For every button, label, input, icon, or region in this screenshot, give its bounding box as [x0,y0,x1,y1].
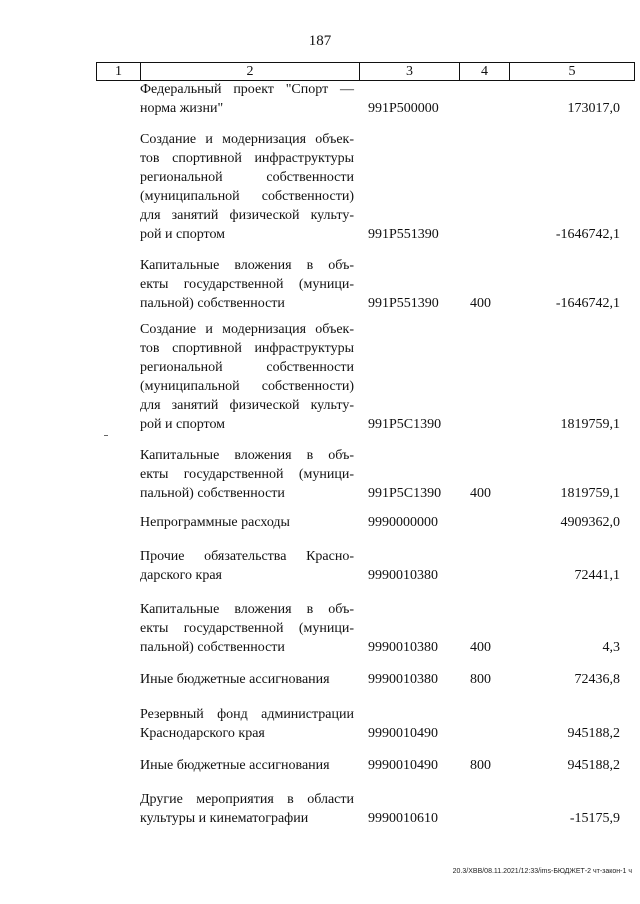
row-amount: 1819759,1 [560,417,620,432]
header-col-4: 4 [460,63,510,80]
row-name-line: рой и спортом [140,417,226,432]
row-amount: 4,3 [602,640,620,655]
row-code: 9990000000 [368,515,438,530]
row-name-line: (муниципальной собственности) [140,189,354,204]
row-name [140,320,354,434]
row-name-line: екты государственной (муници- [140,621,354,636]
row-name [140,513,354,532]
row-name-line: региональной собственности [140,360,354,375]
header-col-3: 3 [360,63,460,80]
row-type: 800 [470,672,491,687]
row-name-line: для занятий физической культу- [140,398,354,413]
row-amount: 4909362,0 [560,515,620,530]
row-name-line: Создание и модернизация объек- [140,322,354,337]
row-name-line: Резервный фонд администрации [140,707,354,722]
row-name [140,670,354,689]
row-type: 400 [470,486,491,501]
row-name-line: тов спортивной инфраструктуры [140,151,354,166]
row-name-line: Капитальные вложения в объ- [140,258,354,273]
row-type: 400 [470,296,491,311]
row-name-line: рой и спортом [140,227,226,242]
row-amount: 1819759,1 [560,486,620,501]
row-name [140,80,354,118]
row-name-line: (муниципальной собственности) [140,379,354,394]
row-name-line: дарского края [140,568,222,583]
row-amount: 72441,1 [574,568,620,583]
row-name-line: Капитальные вложения в объ- [140,448,354,463]
row-amount: -15175,9 [569,811,620,826]
row-name-line: норма жизни" [140,101,224,116]
row-name [140,756,354,775]
header-col-5: 5 [568,64,576,79]
header-col-1: 1 [97,63,141,80]
row-amount: 945188,2 [567,758,620,773]
row-code: 9990010610 [368,811,438,826]
footer-stamp: 20.3/ХВВ/08.11.2021/12:33/ims-БЮДЖЕТ-2 чт-закон-1 ч [452,868,632,875]
row-code: 9990010490 [368,726,438,741]
row-name-line: Иные бюджетные ассигнования [140,672,330,687]
row-name [140,600,354,657]
row-name-line: культуры и кинематографии [140,811,309,826]
row-name-line: Другие мероприятия в области [140,792,354,807]
row-name-line: Иные бюджетные ассигнования [140,758,330,773]
row-code: 991P5C1390 [368,486,442,501]
row-name-line: тов спортивной инфраструктуры [140,341,354,356]
row-name-line: Прочие обязательства Красно- [140,549,354,564]
row-name-line: Капитальные вложения в объ- [140,602,354,617]
row-code: 9990010380 [368,568,438,583]
row-name [140,547,354,585]
header-col-2: 2 [141,63,360,80]
row-name-line: пальной) собственности [140,486,285,501]
row-name [140,130,354,244]
row-name-line: Федеральный проект "Спорт — [140,82,354,97]
row-name-line: Непрограммные расходы [140,515,290,530]
row-code: 991P551390 [368,227,439,242]
row-type: 800 [470,758,491,773]
row-code: 9990010380 [368,672,438,687]
row-code: 991P551390 [368,296,439,311]
row-name [140,790,354,828]
row-type: 400 [470,640,491,655]
row-amount: 173017,0 [567,101,620,116]
row-name-line: региональной собственности [140,170,354,185]
row-amount: -1646742,1 [555,227,620,242]
row-name-line: пальной) собственности [140,296,285,311]
row-name-line: для занятий физической культу- [140,208,354,223]
row-code: 991P5C1390 [368,417,442,432]
row-amount: 72436,8 [574,672,620,687]
row-name [140,446,354,503]
row-name-line: екты государственной (муници- [140,467,354,482]
row-code: 9990010380 [368,640,438,655]
row-name-line: пальной) собственности [140,640,285,655]
row-amount: 945188,2 [567,726,620,741]
row-name [140,705,354,743]
row-name-line: Создание и модернизация объек- [140,132,354,147]
row-code: 991P500000 [368,101,439,116]
page-number: 187 [308,33,332,49]
row-code: 9990010490 [368,758,438,773]
row-name-line: Краснодарского края [140,726,265,741]
row-amount: -1646742,1 [555,296,620,311]
row-name [140,256,354,313]
row-name-line: екты государственной (муници- [140,277,354,292]
